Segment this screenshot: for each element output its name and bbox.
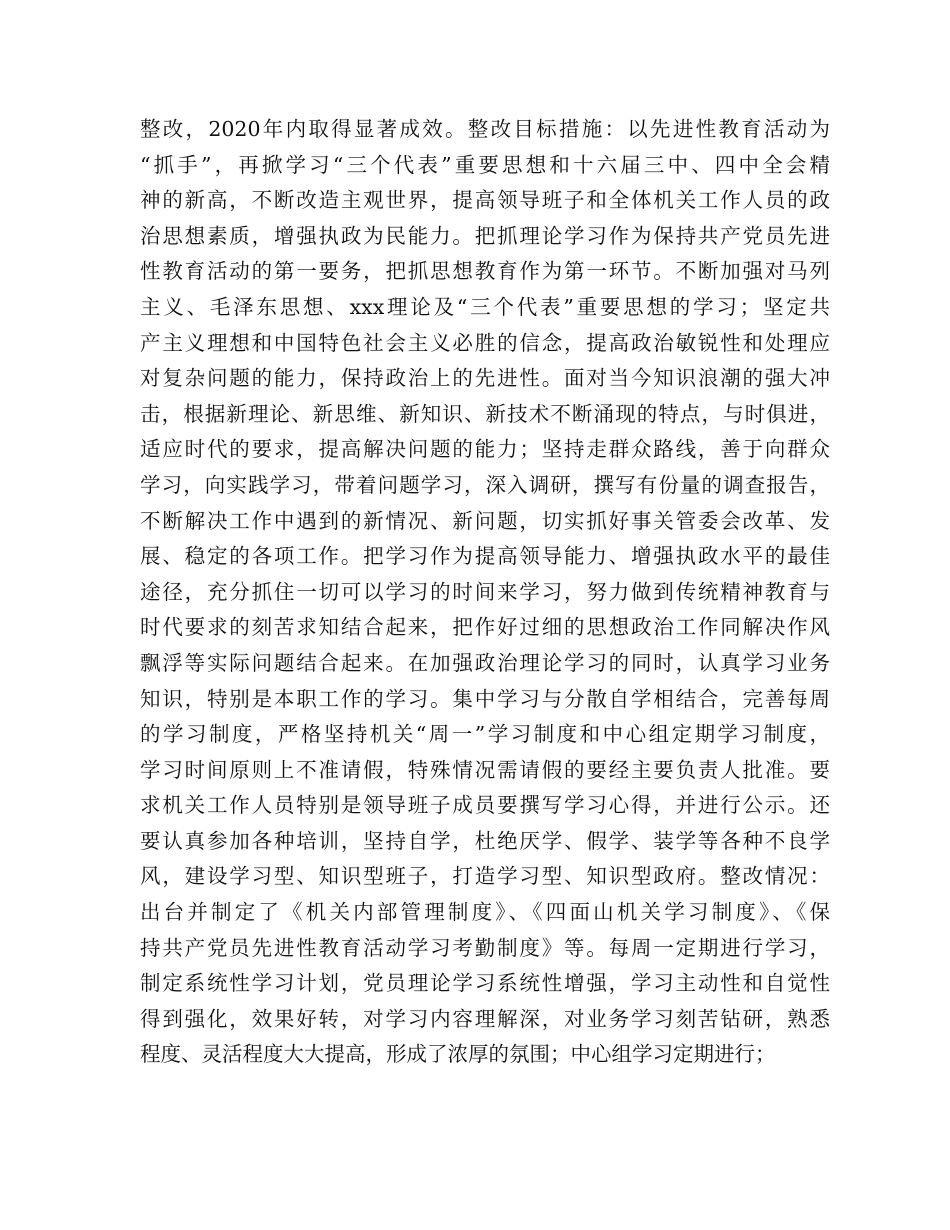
text-line: 得到强化，效果好转，对学习内容理解深，对业务学习刻苦钻研，熟悉 bbox=[140, 1006, 830, 1031]
text-line: 不断解决工作中遇到的新情况、新问题，切实抓好事关管委会改革、发 bbox=[140, 508, 830, 533]
text-line: 展、稳定的各项工作。把学习作为提高领导能力、增强执政水平的最佳 bbox=[140, 544, 830, 569]
text-line: 程度、灵活程度大大提高，形成了浓厚的氛围；中心组学习定期进行； bbox=[140, 1042, 776, 1067]
text-line: 要认真参加各种培训，坚持自学，杜绝厌学、假学、装学等各种不良学 bbox=[140, 828, 830, 853]
text-line: 知识，特别是本职工作的学习。集中学习与分散自学相结合，完善每周 bbox=[140, 686, 830, 711]
text-line: 制定系统性学习计划，党员理论学习系统性增强，学习主动性和自觉性 bbox=[140, 971, 830, 996]
text-line: 出台并制定了《机关内部管理制度》、《四面山机关学习制度》、《保 bbox=[140, 900, 830, 925]
text-line: 时代要求的刻苦求知结合起来，把作好过细的思想政治工作同解决作风 bbox=[140, 615, 830, 640]
text-line: 的学习制度，严格坚持机关“周一”学习制度和中心组定期学习制度， bbox=[140, 722, 830, 747]
text-line: 途径，充分抓住一切可以学习的时间来学习，努力做到传统精神教育与 bbox=[140, 579, 830, 604]
text-line: 求机关工作人员特别是领导班子成员要撰写学习心得，并进行公示。还 bbox=[140, 793, 830, 818]
text-line: 适应时代的要求，提高解决问题的能力；坚持走群众路线，善于向群众 bbox=[140, 437, 830, 462]
text-line: 学习时间原则上不准请假，特殊情况需请假的要经主要负责人批准。要 bbox=[140, 757, 830, 782]
text-line: 神的新高，不断改造主观世界，提高领导班子和全体机关工作人员的政 bbox=[140, 188, 830, 213]
text-line: “抓手”，再掀学习“三个代表”重要思想和十六届三中、四中全会精 bbox=[140, 152, 830, 177]
text-line: 整改，2020年内取得显著成效。整改目标措施：以先进性教育活动为 bbox=[140, 117, 830, 141]
text-line: 击，根据新理论、新思维、新知识、新技术不断涌现的特点，与时俱进， bbox=[140, 401, 830, 426]
text-line: 持共产党员先进性教育活动学习考勤制度》等。每周一定期进行学习， bbox=[140, 935, 830, 960]
text-line: 学习，向实践学习，带着问题学习，深入调研，撰写有份量的调查报告， bbox=[140, 472, 830, 497]
text-line: 对复杂问题的能力，保持政治上的先进性。面对当今知识浪潮的强大冲 bbox=[140, 366, 830, 391]
text-line: 治思想素质，增强执政为民能力。把抓理论学习作为保持共产党员先进 bbox=[140, 223, 830, 248]
text-line: 产主义理想和中国特色社会主义必胜的信念，提高政治敏锐性和处理应 bbox=[140, 330, 830, 355]
text-line: 主义、毛泽东思想、xxx理论及“三个代表”重要思想的学习；坚定共 bbox=[140, 294, 830, 319]
text-line: 风，建设学习型、知识型班子，打造学习型、知识型政府。整改情况： bbox=[140, 864, 830, 889]
document-body-text bbox=[140, 112, 830, 1073]
text-line: 飘浮等实际问题结合起来。在加强政治理论学习的同时，认真学习业务 bbox=[140, 650, 830, 675]
text-line: 性教育活动的第一要务，把抓思想教育作为第一环节。不断加强对马列 bbox=[140, 259, 830, 284]
